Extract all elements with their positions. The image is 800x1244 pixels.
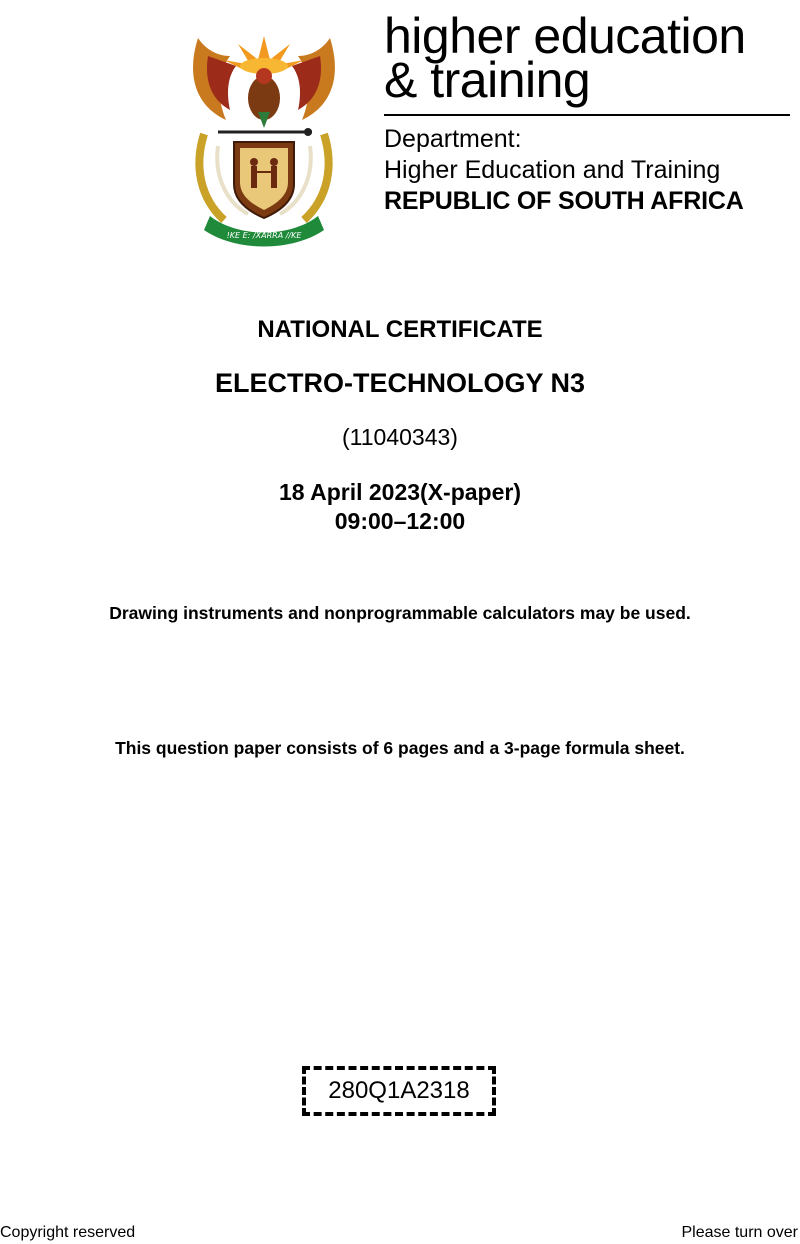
turn-over-footer: Please turn over — [681, 1224, 798, 1241]
motto-text: !KE E: /XARRA //KE — [226, 231, 302, 240]
country-name: REPUBLIC OF SOUTH AFRICA — [384, 187, 744, 215]
department-name: Higher Education and Training — [384, 156, 721, 184]
logo-divider — [384, 114, 790, 116]
pages-note: This question paper consists of 6 pages and a 3-page formula sheet. — [115, 738, 685, 758]
logo-line-2: & training — [384, 52, 591, 108]
coat-of-arms-icon — [178, 16, 350, 248]
department-label: Department: — [384, 125, 522, 153]
certificate-title: NATIONAL CERTIFICATE — [257, 316, 543, 343]
logo-line-1: higher education — [384, 8, 746, 64]
copyright-footer: Copyright reserved — [0, 1224, 136, 1241]
instruments-note: Drawing instruments and nonprogrammable calculators may be used. — [109, 603, 691, 623]
exam-time: 09:00–12:00 — [334, 508, 466, 534]
subject-title: ELECTRO-TECHNOLOGY N3 — [214, 368, 586, 398]
subject-code: (11040343) — [342, 424, 458, 450]
exam-date: 18 April 2023(X-paper) — [278, 479, 522, 505]
paper-code-box: 280Q1A2318 — [302, 1066, 496, 1116]
exam-schedule — [0, 478, 800, 536]
department-logo — [384, 8, 794, 216]
